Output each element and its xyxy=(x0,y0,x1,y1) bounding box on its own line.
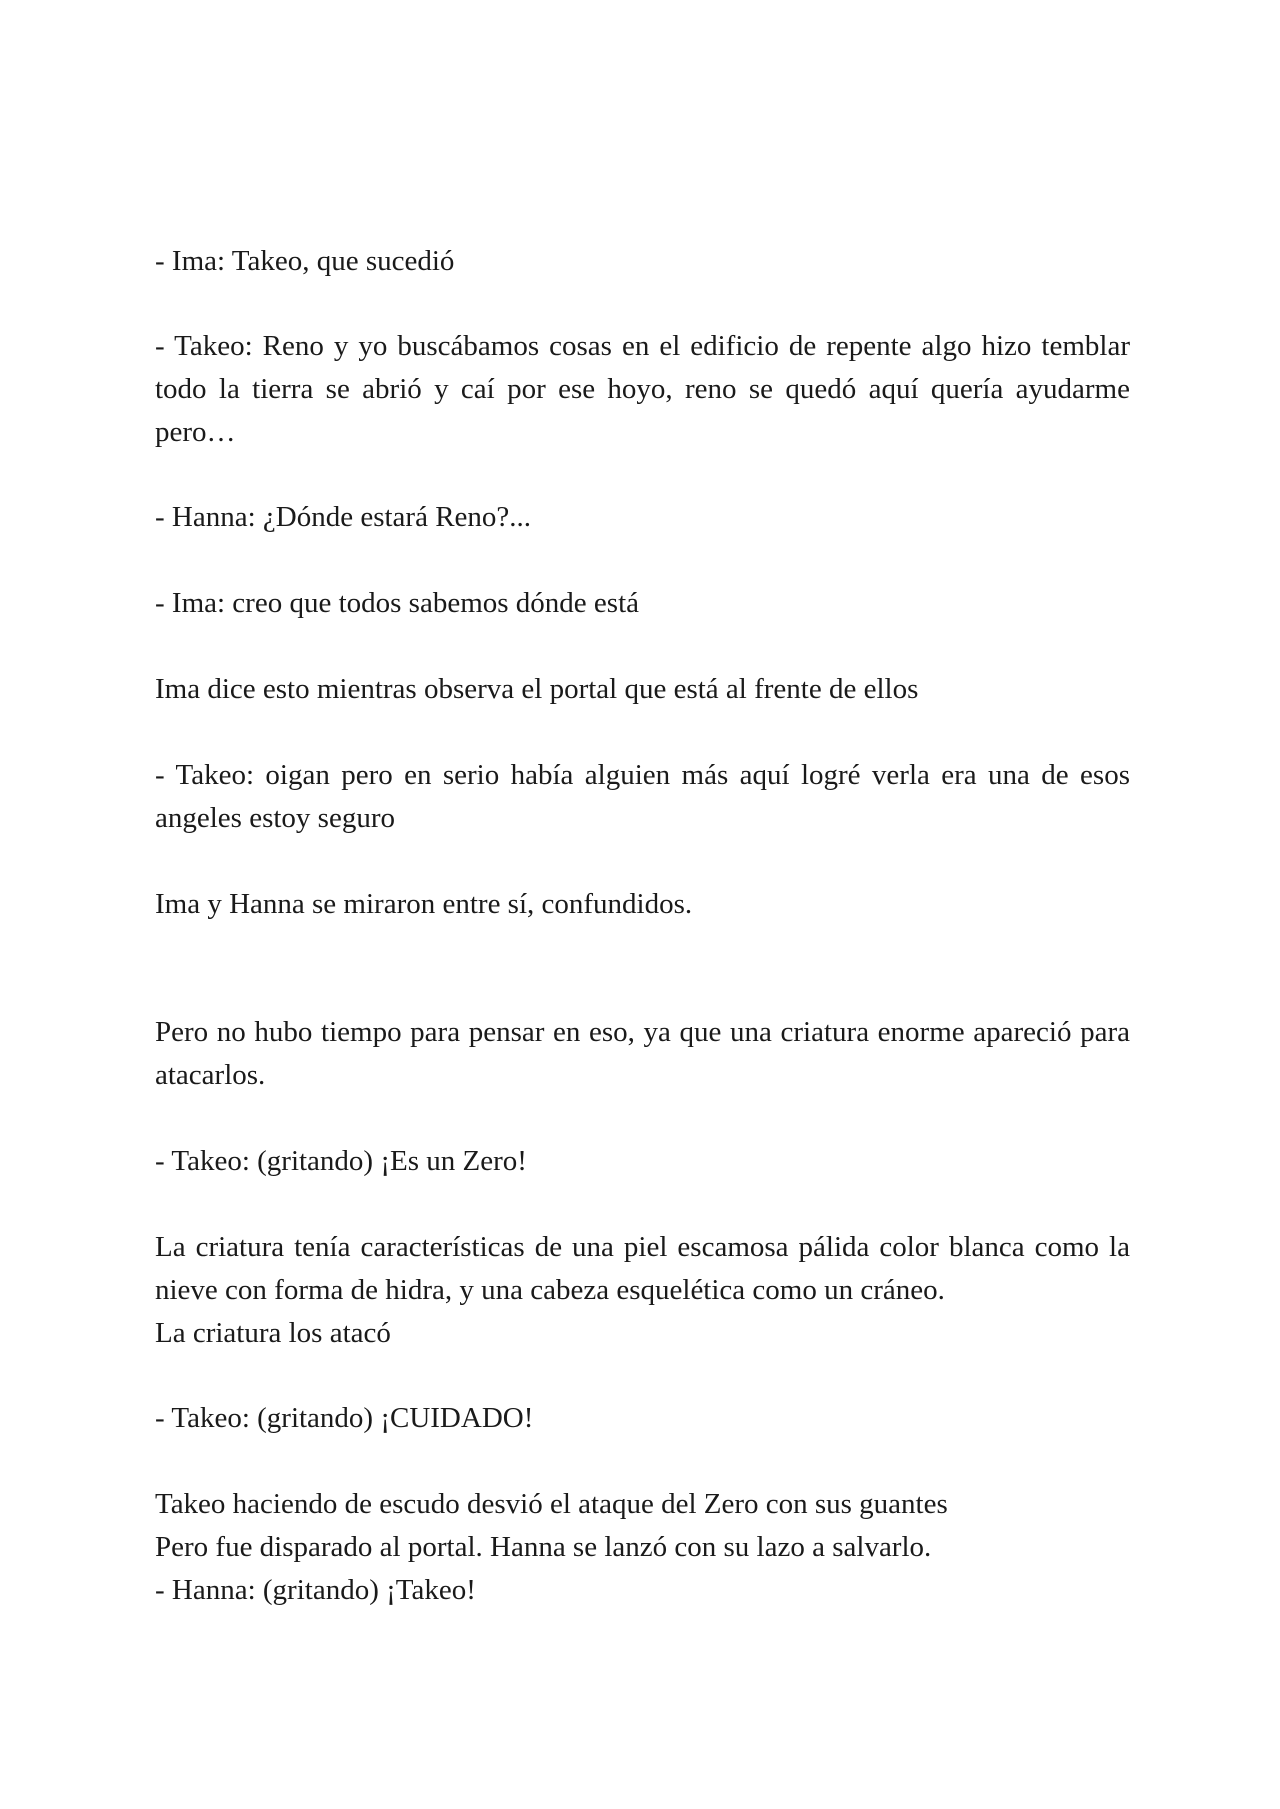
paragraph-ima-question: - Ima: Takeo, que sucedió xyxy=(155,245,455,277)
narration-portal-line: Pero fue disparado al portal. Hanna se lanzó con su lazo a salvarlo. xyxy=(155,1531,932,1563)
narration-shield-line: Takeo haciendo de escudo desvió el ataque del Zero con sus guantes xyxy=(155,1488,948,1520)
paragraph-takeo-zero: - Takeo: (gritando) ¡Es un Zero! xyxy=(155,1145,527,1177)
paragraph-ima-answers: - Ima: creo que todos sabemos dónde está xyxy=(155,587,639,619)
paragraph-takeo-explains: - Takeo: Reno y yo buscábamos cosas en el edificio de repente algo hizo temblar todo la tierra se abrió y caí por ese hoyo, reno se quedó aquí quería ayudarme pero… xyxy=(155,330,1130,448)
creature-attack-line: La criatura los atacó xyxy=(155,1317,391,1349)
paragraph-takeo-warning: - Takeo: (gritando) ¡CUIDADO! xyxy=(155,1402,534,1434)
paragraph-narration-shield xyxy=(155,1483,1130,1612)
paragraph-creature-description xyxy=(155,1226,1130,1355)
creature-description-text: La criatura tenía características de una piel escamosa pálida color blanca como la nieve con forma de hidra, y una cabeza esquelética como un cráneo. xyxy=(155,1231,1130,1306)
hanna-shout-line: - Hanna: (gritando) ¡Takeo! xyxy=(155,1574,476,1606)
paragraph-narration-portal: Ima dice esto mientras observa el portal que está al frente de ellos xyxy=(155,673,919,705)
paragraph-hanna-asks: - Hanna: ¿Dónde estará Reno?... xyxy=(155,501,532,533)
paragraph-narration-confused: Ima y Hanna se miraron entre sí, confundidos. xyxy=(155,888,693,920)
paragraph-takeo-angel: - Takeo: oigan pero en serio había alguien más aquí logré verla era una de esos angeles estoy seguro xyxy=(155,759,1130,834)
paragraph-narration-creature-appears: Pero no hubo tiempo para pensar en eso, ya que una criatura enorme apareció para atacarlos. xyxy=(155,1016,1130,1091)
